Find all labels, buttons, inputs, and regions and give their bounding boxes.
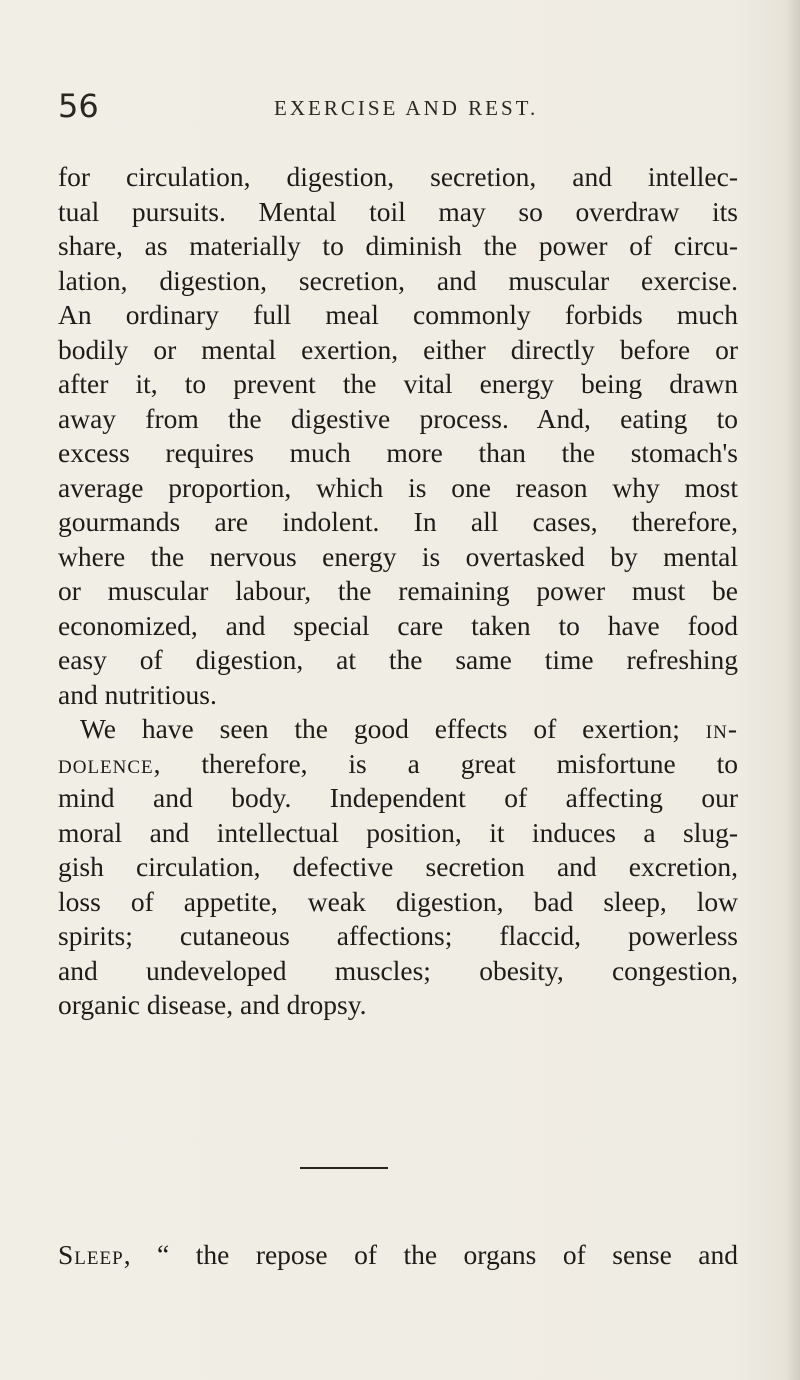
text-line: loss of appetite, weak digestion, bad sleep, low <box>58 885 738 917</box>
paragraph-2-lines <box>58 781 738 1023</box>
page-header <box>58 86 758 126</box>
text-line: away from the digestive process. And, eating to <box>58 402 738 434</box>
text-line: gish circulation, defective secretion and excretion, <box>58 851 738 882</box>
text-line: excess requires much more than the stomach's <box>58 437 738 468</box>
text-span: , therefore, is a great misfortune to <box>153 747 738 779</box>
text-line: tual pursuits. Mental toil may so overdraw its <box>58 195 738 227</box>
page-number: 56 <box>58 87 99 125</box>
text-line: or muscular labour, the remaining power must be <box>58 575 738 606</box>
text-line: spirits; cutaneous affections; flaccid, powerless <box>58 920 738 951</box>
section-heading-line <box>58 1238 738 1273</box>
text-line: bodily or mental exertion, either directly before or <box>58 333 738 365</box>
text-line <box>58 747 738 782</box>
body-text <box>58 160 738 1023</box>
text-span: We have seen the good effects of exertion; <box>80 713 706 744</box>
text-line: for circulation, digestion, secretion, and intellec- <box>58 161 738 192</box>
text-line: moral and intellectual position, it induces a slug- <box>58 816 738 848</box>
text-line: where the nervous energy is overtasked by mental <box>58 540 738 572</box>
text-line: easy of digestion, at the same time refreshing <box>58 644 738 675</box>
text-line: after it, to prevent the vital energy being drawn <box>58 368 738 399</box>
small-caps-term: in- <box>705 713 738 744</box>
paragraph-1 <box>58 160 738 712</box>
text-line: economized, and special care taken to have food <box>58 609 738 641</box>
running-head: EXERCISE AND REST. <box>274 96 539 120</box>
section-text: , “ the repose of the organs of sense and <box>123 1239 738 1270</box>
text-line: organic disease, and dropsy. <box>58 989 367 1020</box>
text-line: lation, digestion, secretion, and muscular exercise. <box>58 264 738 296</box>
text-line <box>58 712 738 747</box>
paragraph-2 <box>58 712 738 1023</box>
text-line: mind and body. Independent of affecting our <box>58 782 738 813</box>
page-edge-shadow <box>786 0 800 1380</box>
text-line: share, as materially to diminish the power of circu- <box>58 230 738 261</box>
text-line: average proportion, which is one reason why most <box>58 471 738 503</box>
text-line: gourmands are indolent. In all cases, therefore, <box>58 506 738 537</box>
small-caps-term: dolence <box>58 747 154 779</box>
section-title: Sleep <box>58 1239 124 1270</box>
section-divider-rule <box>300 1167 388 1169</box>
text-line: and undeveloped muscles; obesity, congestion, <box>58 954 738 986</box>
text-line: and nutritious. <box>58 678 217 710</box>
text-line: An ordinary full meal commonly forbids much <box>58 299 738 330</box>
